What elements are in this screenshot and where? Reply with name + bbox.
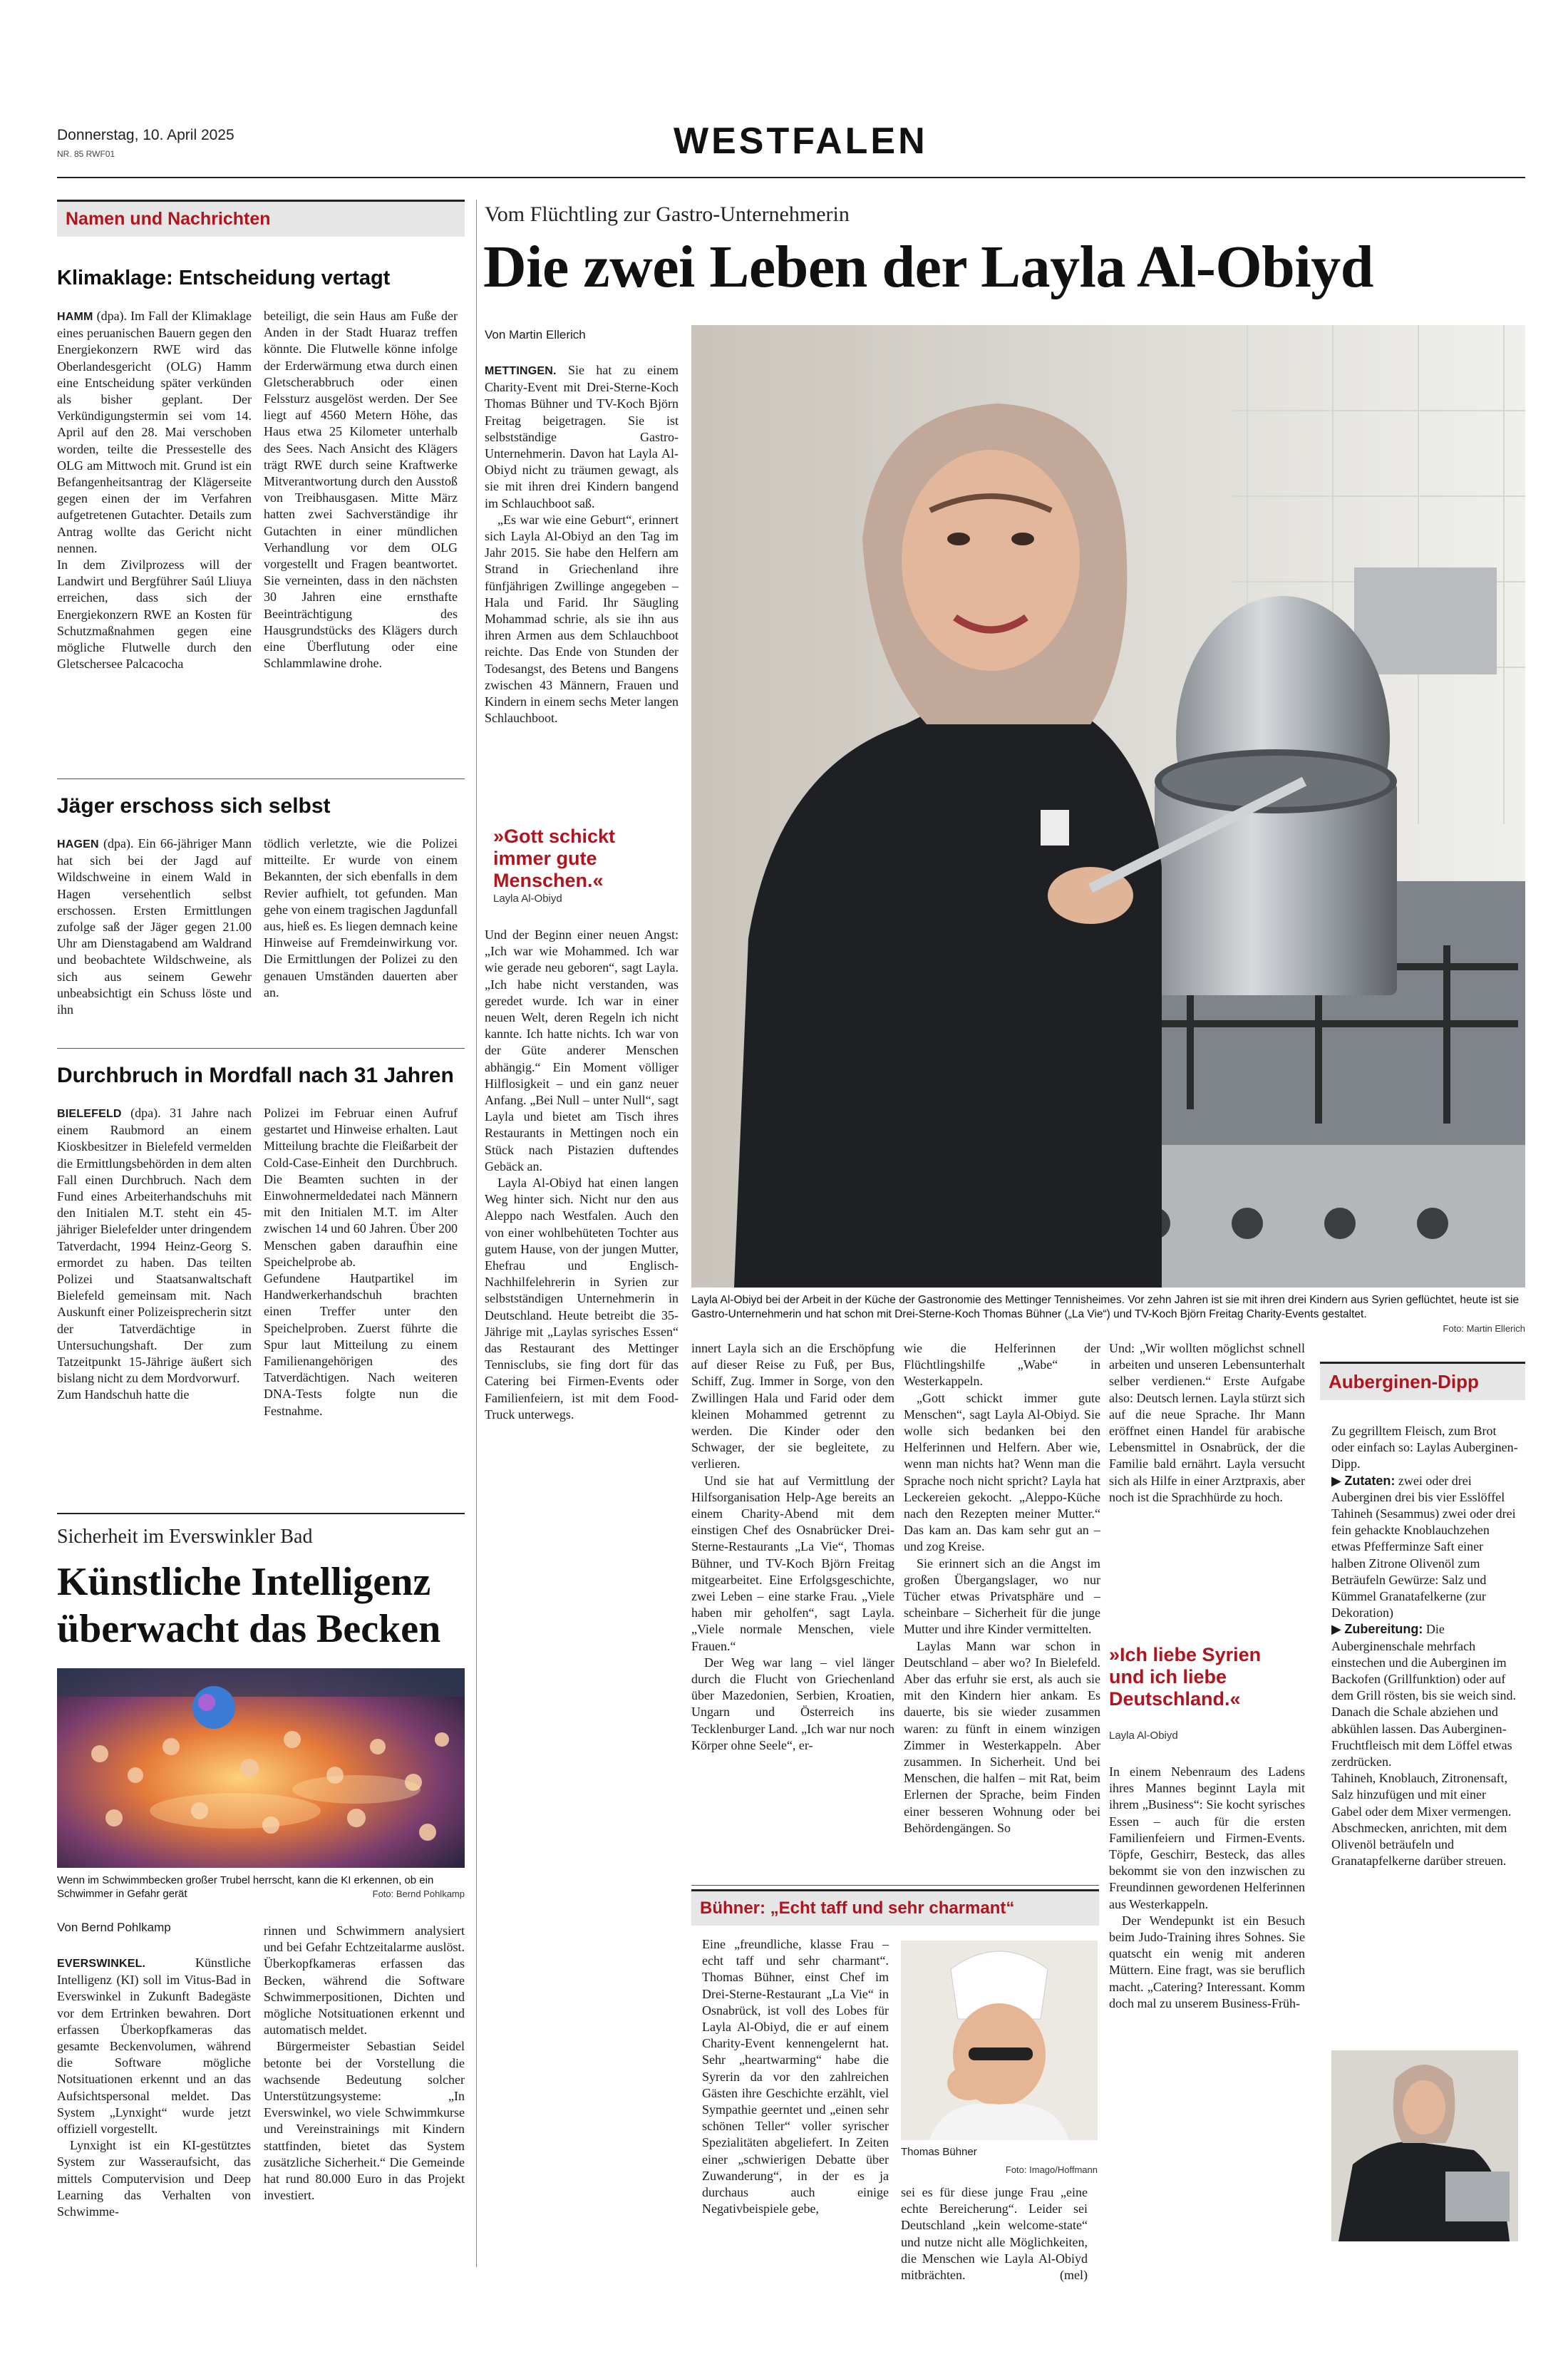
headline-mordfall: Durchbruch in Mordfall nach 31 Jahren bbox=[57, 1064, 454, 1087]
ki-headline: Künstliche Intelligenz überwacht das Becken bbox=[57, 1560, 441, 1651]
layla-small-image bbox=[1331, 2050, 1518, 2241]
main-kicker: Vom Flüchtling zur Gastro-Unternehmerin bbox=[485, 202, 850, 226]
rule bbox=[57, 1048, 465, 1049]
main-byline: Von Martin Ellerich bbox=[485, 328, 586, 341]
headline-klimaklage: Klimaklage: Entscheidung vertagt bbox=[57, 267, 391, 289]
ki-byline: Von Bernd Pohlkamp bbox=[57, 1921, 171, 1934]
recipe-photo bbox=[1331, 2050, 1518, 2241]
ki-col2: rinnen und Schwimmern analysiert und bei Gefahr Echtzeitalarme auslöst. Überkopfkameras erfassen das Becken, während die Software Schwimmerpositionen, Dichten und mögliche Notsituationen erkennt und automatisch meldet. Bürgermeister Sebastian Seidel betonte bei der Vorstellung die wachsende Bedeutung solcher Unterstützungsysteme: „In Everswinkel, wo viele Schwimmkurse und Vereinstrainings mit Kindern stattfinden, bietet das System zusätzliche Sicherheit.“ Die Gemeinde hat rund 80.000 Euro in das Projekt investiert. bbox=[264, 1923, 465, 2203]
buehner-photo-credit: Foto: Imago/Hoffmann bbox=[1005, 2164, 1098, 2175]
ki-col1: EVERSWINKEL. Künstliche Intelligenz (KI) soll im Vitus-Bad in Everswinkel in Zukunft Badegäste vor dem Ertrinken bewahren. Dort erfassen Überkopfkameras das gesamte Beckenvolumen, während die Software mögliche Notsituationen erkennt und an das Aufsichtspersonal meldet. Das System „Lynxight“ wurde jetzt offiziell vorgestellt. Lynxight ist ein KI-gestütztes System zur Wasseraufsicht, das mittels Computervision und Deep Learning das Verhalten von Schwimme- bbox=[57, 1956, 251, 2219]
rule bbox=[57, 1513, 465, 1514]
main-col-3: wie die Helferinnen der Flüchtlingshilfe „Wabe“ in Westerkappeln. „Gott schickt immer gute Menschen“, sagt Layla Al-Obiyd. Sie wolle sich bedanken bei den Helferinnen und Helfern. Aber wie, wenn man nichts hat? Wenn man die Sprache noch nicht spricht? Layla hat Leckereien gekocht. „Aleppo-Küche nach den Rezepten meiner Mutter.“ Das kam an. Das kam sehr gut an – und zog Kreise. Sie erinnert sich an die Angst im großen Übergangslager, wo nur Tücher etwas Privatsphäre und – scheinbare – Sicherheit für die junge Mutter und ihre Kinder vermittelten. Laylas Mann war schon in Deutschland – aber wo? In Bielefeld. Aber das erfuhr sie erst, als auch sie mit den Kindern hier ankam. Es dauerte, bis sie wieder zusammen waren: zu fünft in einem winzigen Zimmer in Westerkappeln. Aber zusammen. In Sicherheit. Und bei Menschen, die halfen – mit Rat, beim Erlernen der Sprache, beim Finden einer besseren Wohnung oder bei Behördengängen. So bbox=[904, 1341, 1100, 1835]
main-photo bbox=[691, 325, 1525, 1288]
main-headline: Die zwei Leben der Layla Al-Obiyd bbox=[483, 234, 1373, 300]
pool-image bbox=[57, 1668, 465, 1868]
rule bbox=[691, 1885, 1099, 1886]
masthead-issue: NR. 85 RWF01 bbox=[57, 149, 115, 159]
section-title: WESTFALEN bbox=[674, 120, 928, 162]
recipe-body: Zu gegrilltem Fleisch, zum Brot oder einfach so: Laylas Auberginen-Dipp. ▶ Zutaten: zwei oder drei Auberginen drei bis vier Esslöffel Tahineh (Sesammus) zwei oder drei fein gehackte Knoblauchzehen etwas Pfefferminze Saft einer halben Zitrone Olivenöl zum Beträufeln Gewürze: Salz und Kümmel Granatafelkerne (zur Dekoration) ▶ Zubereitung: Die Auberginenschale mehrfach einstechen und die Auberginen im Backofen (Grillfunktion) oder auf dem Grill rösten, bis sie weich sind. Danach die Schale abziehen und abkühlen lassen. Das Auberginen-Fruchtfleisch mit dem Löffel etwas zerdrücken. Tahineh, Knoblauch, Zitronensaft, Salz hinzufügen und mit einer Gabel oder dem Mixer vermengen. Abschmecken, anrichten, mit dem Olivenöl beträufeln und Granatapfelkerne darüber streuen. bbox=[1331, 1424, 1518, 1869]
masthead-rule bbox=[57, 177, 1525, 178]
news-box-title: Namen und Nachrichten bbox=[66, 209, 271, 229]
recipe-title: Auberginen-Dipp bbox=[1329, 1371, 1479, 1392]
ki-kicker: Sicherheit im Everswinkler Bad bbox=[57, 1526, 313, 1548]
main-col-4: Und: „Wir wollten möglichst schnell arbeiten und unseren Lebensunterhalt selber verdienen.“ Erste Aufgabe also: Deutsch lernen. Layla stürzt sich auf die neue Sprache. Ihr Mann eröffnet einen Handel für arabische Lebensmittel in Osnabrück, der die Familie bald ernährt. Layla versucht sich als Hilfe in einer Arztpraxis, aber noch ist die Sprachhürde zu hoch. bbox=[1109, 1341, 1305, 1504]
buehner-box-header bbox=[691, 1889, 1099, 1926]
pool-credit: Foto: Bernd Pohlkamp bbox=[372, 1889, 465, 1899]
klimaklage-col2: beteiligt, die sein Haus am Fuße der Anden in der Stadt Huaraz treffen könnte. Die Flutwelle könne infolge der Erderwärmung etwa durch einen Gletscherabbruch oder einen Felssturz ausgelöst werden. Der See liegt auf 4560 Metern Höhe, das Haus etwa 25 Kilometer unterhalb des Sees. Nach Ansicht des Klägers trägt RWE durch seine Kraftwerke Mitverantwortung durch den Ausstoß von Treibhausgasen. Mitte März hatten zwei Sachverständige ihr Gutachten in einer mündlichen Verhandlung vor dem OLG vorgestellt und Fragen beantwortet. Sie verneinten, dass in den nächsten 30 Jahren eine ernsthafte Beeinträchtigung des Hausgrundstücks des Klägers durch eine Überflutung oder eine Schlammlawine drohe. bbox=[264, 309, 458, 671]
pull-quote-1: »Gott schickt immer gute Menschen.« bbox=[493, 826, 616, 891]
masthead-date: Donnerstag, 10. April 2025 bbox=[57, 127, 234, 143]
kitchen-photo bbox=[691, 325, 1525, 1288]
buehner-photo-name: Thomas Bühner bbox=[901, 2146, 977, 2158]
pull-quote-2: »Ich liebe Syrien und ich liebe Deutschland.« bbox=[1109, 1644, 1262, 1710]
pull-quote-2-source: Layla Al-Obiyd bbox=[1109, 1730, 1178, 1742]
jaeger-col2: tödlich verletzte, wie die Polizei mitteilte. Er wurde von einem Bekannten, der sich ebenfalls in dem Revier aufhielt, tot gefunden. Man gehe von einem tragischen Jagdunfall aus, hieß es. Es liegen demnach keine Hinweise auf Fremdeinwirkung vor. Die Ermittlungen der Polizei zu den genauen Umständen dauerten aber an. bbox=[264, 836, 458, 1000]
recipe-header bbox=[1320, 1362, 1525, 1400]
buehner-box-title: Bühner: „Echt taff und sehr charmant“ bbox=[700, 1898, 1015, 1918]
main-col-4b: In einem Nebenraum des Ladens ihres Mannes beginnt Layla mit ihrem „Business“: Sie kocht syrisches Essen – auch für die ersten Familienfeiern und Firmen-Events. Töpfe, Geschirr, Besteck, das alles bekommt sie von den inzwischen zu Freundinnen gewordenen Helferinnen aus Westerkappeln. Der Wendepunkt ist ein Besuch beim Judo-Training ihres Sohnes. Sie quatscht ein wenig mit anderen Müttern. Eine fragt, was sie beruflich macht. „Catering? Interessant. Komm doch mal zu unserem Business-Früh- bbox=[1109, 1764, 1305, 2010]
news-box-header bbox=[57, 200, 465, 237]
main-intro-col: METTINGEN. Sie hat zu einem Charity-Event mit Drei-Sterne-Koch Thomas Bühner und TV-Koch Björn Freitag beigetragen. Sie ist selbstständige Gastro-Unternehmerin. Davon hat Layla Al-Obiyd nicht zu träumen gewagt, als sie mit ihren drei Kindern bangend im Schlauchboot saß. „Es war wie eine Geburt“, erinnert sich Layla Al-Obiyd an den Tag im Jahr 2015. Sie habe den Helfern am Strand in Griechenland ihre fünfjährigen Zwillinge angegeben – Hala und Farid. Ihr Säugling Mohammad schrie, als sie ihn aus ihren Armen aus dem Schlauchboot reichte. Das Ende von Stunden der Todesangst, des Betens und Bangens zwischen 43 Männern, Frauen und Kindern in einem sechs Meter langen Schlauchboot. bbox=[485, 363, 679, 726]
pool-photo bbox=[57, 1668, 465, 1868]
jaeger-col1: HAGEN (dpa). Ein 66-jähriger Mann hat sich bei der Jagd auf Wildschweine in einem Wald in Hagen versehentlich selbst erschossen. Ersten Ermittlungen zufolge saß der Jäger gegen 21.00 Uhr am Dienstagabend am Waldrand und beobachtete Wildschweine, als sich aus seinem Gewehr unbeabsichtigt ein Schuss löste und ihn bbox=[57, 836, 252, 1017]
buehner-image bbox=[901, 1941, 1098, 2140]
main-photo-caption: Layla Al-Obiyd bei der Arbeit in der Küche der Gastronomie des Mettinger Tennisheimes. Vor zehn Jahren ist sie mit ihren drei Kindern aus Syrien geflüchtet, heute ist sie Gastro-Unternehmerin und hat schon mit Drei-Sterne-Koch Thomas Bühner („La Vie“) und TV-Koch Björn Freitag Charity-Events gestaltet. bbox=[691, 1294, 1520, 1320]
headline-jaeger: Jäger erschoss sich selbst bbox=[57, 794, 331, 818]
buehner-col1: Eine „freundliche, klasse Frau – echt taff und sehr charmant“. Thomas Bühner, einst Chef im Drei-Sterne-Restaurant „La Vie“ in Osnabrück, ist voll des Lobes für Layla Al-Obiyd, die er auf einem Charity-Event kennengelernt hat. Sehr „heartwarming“ habe die Syrerin da vor den zahlreichen Gästen ihre Geschichte erzählt, viel Sympathie geerntet und „einen sehr schönen Teller“ voller syrischer Spezialitäten abgeliefert. In Zeiten einer „schwierigen Debatte über Zuwanderung“, in der es ja durchaus auch einige Negativbeispiele gebe, bbox=[702, 1937, 889, 2216]
mordfall-col2: Polizei im Februar einen Aufruf gestartet und Hinweise erhalten. Laut Mitteilung brachte die Fleißarbeit der Cold-Case-Einheit den Durchbruch. Die Beamten suchten in der Einwohnermeldedatei nach Männern mit den Initialen M.T. im Alter zwischen 14 und 60 Jahren. Über 200 Menschen gaben daraufhin eine Speichelprobe ab. Gefundene Hautpartikel im Handwerkerhandschuh brachten einen Treffer unter den Speichelproben. Zuerst führte die Spur laut Mitteilung zu einem Familienangehörigen des Tatverdächtigen. Nach weiteren DNA-Tests folgte nun die Festnahme. bbox=[264, 1106, 458, 1418]
dateline: HAMM bbox=[57, 311, 93, 323]
mordfall-col1: BIELEFELD (dpa). 31 Jahre nach einem Raubmord an einem Kioskbesitzer in Bielefeld vermelden die Ermittlungsbehörden in dem alten Fall einen Durchbruch. Nach dem Fund eines Arbeiterhandschuhs mit den Initialen M.T. steht ein 45-jähriger Bielefelder unter dringendem Tatverdacht, 1994 Heinz-Georg S. ermordet zu haben. Das teilten Polizei und Staatsanwaltschaft Bielefeld gemeinsam mit. Nach Auskunft einer Polizeisprecherin sitzt der Tatverdächtige in Untersuchungshaft. Der zum Tatzeitpunkt 15-Jährige äußert sich bislang nicht zu dem Mordvorwurf. Zum Handschuh hatte die bbox=[57, 1106, 252, 1402]
pool-caption: Wenn im Schwimmbecken großer Trubel herrscht, kann die KI erkennen, ob ein Schwimmer in Gefahr gerät bbox=[57, 1874, 434, 1900]
buehner-col2: sei es für diese junge Frau „eine echte Bereicherung“. Leider sei Deutschland „kein welcome-state“ und nutze nicht alle Möglichkeiten, die Menschen wie Layla Al-Obiyd mitbrächten. (mel) bbox=[901, 2185, 1088, 2283]
main-col-2: innert Layla sich an die Erschöpfung auf dieser Reise zu Fuß, per Bus, Schiff, Zug. Immer in Sorge, von den Zwillingen Hala und Farid oder dem kleinen Mohammed getrennt zu werden. Die Kinder oder den Schwager, der sie begleitete, zu verlieren. Und sie hat auf Vermittlung der Hilfsorganisation Help-Age bereits an einem Charity-Abend mit dem einstigen Chef des Osnabrücker Drei-Sterne-Restaurants „La Vie“, Thomas Bühner, und TV-Koch Björn Freitag mitgearbeitet. Eine Erfolgsgeschichte, zwei Leben – eine starke Frau. „Viele haben mir geholfen“, sagt Layla. „Viele normale Menschen, viele Frauen.“ Der Weg war lang – viel länger durch die Flucht von Griechenland über Mazedonien, Serbien, Kroatien, Ungarn und Österreich ins Tecklenburger Land. „Ich war nur noch Körper ohne Seele“, er- bbox=[691, 1341, 894, 1752]
main-col-left-lower: Und der Beginn einer neuen Angst: „Ich war wie Mohammed. Ich war wie gerade neu geboren“, sagt Layla. „Ich habe nicht verstanden, was geredet wurde. Ich war in einer neuen Welt, deren Regeln ich nicht kannte. Ich hatte nichts. Ich war von der Güte anderer Menschen abhängig.“ Ein Moment völliger Hilflosigkeit – und ein ganz neuer Anfang. „Bei Null – unter Null“, sagt Layla und bietet am Tisch ihres Restaurants in Mettingen noch ein Stück nach Pistazien duftendes Gebäck an. Layla Al-Obiyd hat einen langen Weg hinter sich. Nicht nur den aus Aleppo nach Westfalen. Auch den von einer wohlbehüteten Tochter aus gutem Hause, von der jungen Mutter, Ehefrau und Englisch-Nachhilfelehrerin in Syrien zur selbstständigen Unternehmerin in Deutschland. Heute betreibt die 35-Jährige mit „Laylas syrisches Essen“ das Restaurant des Mettinger Tennisclubs, sie fing dort für das Catering bei Firmen-Events oder Familienfeiern, ist mit dem Food-Truck unterwegs. bbox=[485, 928, 679, 1422]
column-separator bbox=[476, 200, 477, 2267]
main-photo-credit: Foto: Martin Ellerich bbox=[1443, 1323, 1525, 1334]
buehner-photo bbox=[901, 1941, 1098, 2140]
pull-quote-1-source: Layla Al-Obiyd bbox=[493, 893, 562, 905]
klimaklage-col1: HAMM (dpa). Im Fall der Klimaklage eines peruanischen Bauern gegen den Energiekonzern RWE wird das Oberlandesgericht (OLG) Hamm eine Entscheidung später verkünden als bisher geplant. Der Verkündigungstermin sei vom 14. April auf den 28. Mai verschoben worden, teilte die Pressestelle des OLG am Mittwoch mit. Grund ist ein Befangenheitsantrag der Klägerseite gegen einen der im Verfahren aufgetretenen Gutachter. Details zum Antrag wollte das Gericht nicht nennen. In dem Zivilprozess will der Landwirt und Bergführer Saúl Lliuya erreichen, dass sich der Energiekonzern RWE an Kosten für Schutzmaßnahmen gegen eine mögliche Flutwelle durch den Gletschersee Palcacocha bbox=[57, 309, 252, 672]
